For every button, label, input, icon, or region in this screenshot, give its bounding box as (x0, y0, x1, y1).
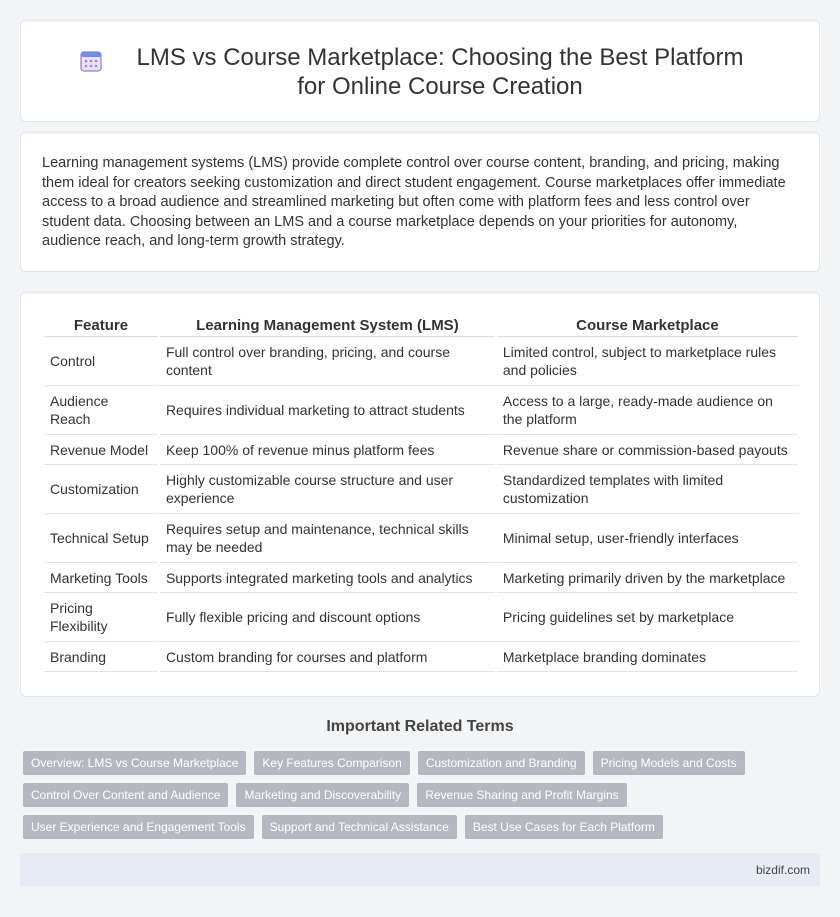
related-term-tag[interactable]: Marketing and Discoverability (236, 783, 409, 807)
intro-card (20, 132, 820, 272)
table-row (44, 514, 798, 563)
marketplace-cell: Revenue share or commission-based payouts (497, 435, 798, 465)
feature-cell: Pricing Flexibility (44, 593, 158, 642)
table-row (44, 563, 798, 593)
related-term-tag[interactable]: Revenue Sharing and Profit Margins (417, 783, 626, 807)
feature-cell: Customization (44, 465, 158, 514)
related-terms-list (23, 751, 823, 847)
related-term-tag[interactable]: Control Over Content and Audience (23, 783, 228, 807)
intro-paragraph: Learning management systems (LMS) provide complete control over course content, branding, and pricing, making them ideal for creators seeking customization and direct student engagement. Course marketplaces offer immediate access to a broad audience and streamlined marketing but often come with platform fees and less control over student data. Choosing between an LMS and a course marketplace depends on your priorities for autonomy, audience reach, and long-term growth strategy. (42, 155, 786, 249)
comparison-table-card (20, 292, 820, 697)
footer (20, 853, 820, 886)
header-lms: Learning Management System (LMS) (160, 315, 495, 337)
lms-cell: Highly customizable course structure and user experience (160, 465, 495, 514)
table-header-row (44, 315, 798, 337)
related-term-tag[interactable]: Key Features Comparison (254, 751, 409, 775)
marketplace-cell: Standardized templates with limited customization (497, 465, 798, 514)
marketplace-cell: Marketing primarily driven by the marketplace (497, 563, 798, 593)
feature-cell: Marketing Tools (44, 563, 158, 593)
table-row (44, 337, 798, 386)
feature-cell: Technical Setup (44, 514, 158, 563)
marketplace-cell: Access to a large, ready-made audience on the platform (497, 386, 798, 435)
lms-cell: Fully flexible pricing and discount options (160, 593, 495, 642)
marketplace-cell: Limited control, subject to marketplace rules and policies (497, 337, 798, 386)
lms-cell: Custom branding for courses and platform (160, 642, 495, 672)
tag-row (23, 751, 823, 775)
feature-cell: Control (44, 337, 158, 386)
table-row (44, 642, 798, 672)
lms-cell: Supports integrated marketing tools and analytics (160, 563, 495, 593)
title-card (20, 20, 820, 122)
table-row (44, 465, 798, 514)
feature-cell: Audience Reach (44, 386, 158, 435)
related-term-tag[interactable]: Pricing Models and Costs (593, 751, 745, 775)
lms-cell: Full control over branding, pricing, and course content (160, 337, 495, 386)
tag-row (23, 783, 823, 807)
header-feature: Feature (44, 315, 158, 337)
feature-cell: Revenue Model (44, 435, 158, 465)
tag-row (23, 815, 823, 839)
lms-cell: Requires setup and maintenance, technical skills may be needed (160, 514, 495, 563)
related-terms-heading: Important Related Terms (326, 718, 514, 735)
related-term-tag[interactable]: Support and Technical Assistance (262, 815, 457, 839)
table-row (44, 593, 798, 642)
related-term-tag[interactable]: Overview: LMS vs Course Marketplace (23, 751, 246, 775)
feature-cell: Branding (44, 642, 158, 672)
related-term-tag[interactable]: Customization and Branding (418, 751, 585, 775)
lms-cell: Requires individual marketing to attract students (160, 386, 495, 435)
footer-site-link[interactable]: bizdif.com (755, 863, 810, 877)
related-term-tag[interactable]: User Experience and Engagement Tools (23, 815, 254, 839)
marketplace-cell: Pricing guidelines set by marketplace (497, 593, 798, 642)
table-row (44, 435, 798, 465)
related-term-tag[interactable]: Best Use Cases for Each Platform (465, 815, 663, 839)
page-title: LMS vs Course Marketplace: Choosing the Best Platform for Online Course Creation (136, 44, 744, 100)
table-row (44, 386, 798, 435)
marketplace-cell: Marketplace branding dominates (497, 642, 798, 672)
comparison-table (42, 315, 800, 672)
header-marketplace: Course Marketplace (497, 315, 798, 337)
marketplace-cell: Minimal setup, user-friendly interfaces (497, 514, 798, 563)
lms-cell: Keep 100% of revenue minus platform fees (160, 435, 495, 465)
